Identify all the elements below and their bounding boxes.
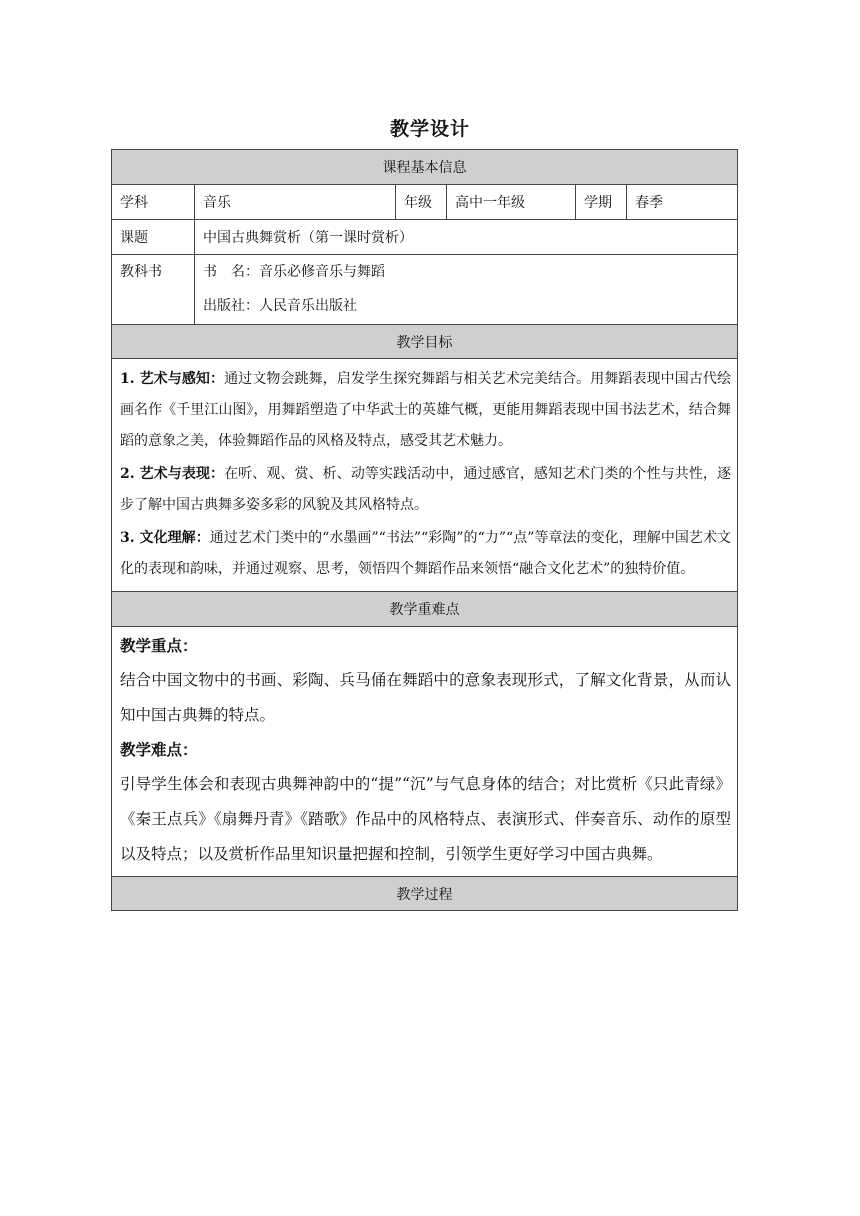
textbook-label-text: 教科书 [120, 264, 162, 280]
grade-value: 高中一年级 [447, 185, 576, 220]
subject-value: 音乐 [195, 185, 396, 220]
objective-head: 3. 文化理解： [120, 530, 210, 546]
textbook-publisher: 出版社：人民音乐出版社 [203, 298, 357, 314]
objective-text: 在听、观、赏、析、动等实践活动中，通过感官，感知艺术门类的个性与共性，逐步了解中国古典舞多姿多彩的风貌及其风格特点。 [120, 466, 732, 513]
objective-head: 2. 艺术与表现： [120, 466, 225, 482]
objective-item [120, 523, 731, 585]
difficulty-heading: 教学难点： [120, 740, 198, 759]
objective-text: 通过文物会跳舞，启发学生探究舞蹈与相关艺术完美结合。用舞蹈表现中国古代绘画名作《千里江山图》，用舞蹈塑造了中华武士的英雄气概，更能用舞蹈表现中国书法艺术，结合舞蹈的意象之美，体验舞蹈作品的风格及特点，感受其艺术魅力。 [120, 371, 732, 449]
objective-item [120, 364, 731, 457]
lesson-plan-table [111, 149, 738, 911]
section-objectives: 教学目标 [112, 325, 738, 359]
textbook-name: 书 名：音乐必修音乐与舞蹈 [203, 264, 385, 280]
focus-heading: 教学重点： [120, 636, 198, 655]
topic-value: 中国古典舞赏析（第一课时赏析） [195, 220, 738, 255]
section-basic-info: 课程基本信息 [112, 150, 738, 185]
key-points-body [112, 627, 738, 877]
document-title: 教学设计 [389, 118, 470, 140]
objectives-body [112, 359, 738, 592]
textbook-label [112, 255, 195, 325]
grade-label: 年级 [396, 185, 447, 220]
focus-text: 结合中国文物中的书画、彩陶、兵马俑在舞蹈中的意象表现形式，了解文化背景，从而认知中国古典舞的特点。 [120, 671, 732, 724]
difficulty-text: 引导学生体会和表现古典舞神韵中的“提”“沉”与气息身体的结合；对比赏析《只此青绿》《秦王点兵》《扇舞丹青》《踏歌》作品中的风格特点、表演形式、伴奏音乐、动作的原型以及特点；以及赏析作品里知识量把握和控制，引领学生更好学习中国古典舞。 [120, 775, 732, 863]
term-value: 春季 [627, 185, 738, 220]
objective-text: 通过艺术门类中的“水墨画”“书法”“彩陶”的“力”“点”等章法的变化，理解中国艺术文化的表现和韵味，并通过观察、思考，领悟四个舞蹈作品来领悟“融合文化艺术”的独特价值。 [120, 530, 732, 577]
topic-label: 课题 [112, 220, 195, 255]
objective-head: 1. 艺术与感知： [120, 371, 225, 387]
subject-label: 学科 [112, 185, 195, 220]
section-key-points: 教学重难点 [112, 592, 738, 627]
textbook-info [195, 255, 738, 325]
objective-item [120, 459, 731, 521]
section-process: 教学过程 [112, 877, 738, 911]
term-label: 学期 [576, 185, 627, 220]
